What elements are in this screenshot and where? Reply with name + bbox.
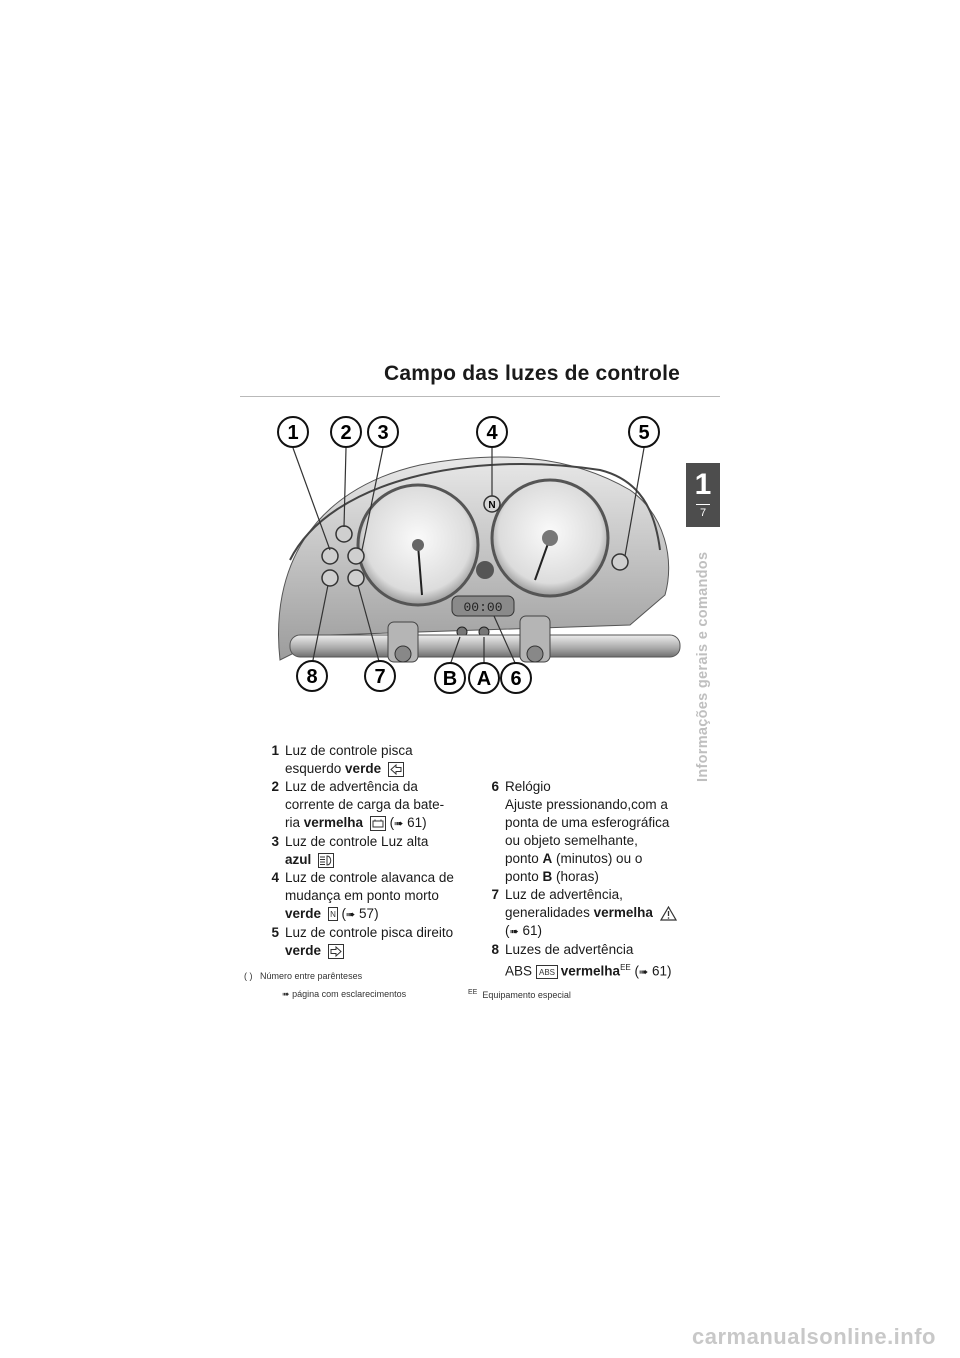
chapter-number: 1 [694,468,712,501]
svg-text:ABS: ABS [538,967,555,977]
callout-7: 7 [374,666,386,688]
chapter-divider [696,504,710,505]
side-section-label: Informações gerais e comandos [695,551,711,782]
handlebar [290,635,680,657]
callout-b: B [442,668,458,690]
legend-item-5: 5 Luz de controle pisca direito verde [271,925,454,958]
clock-digits: 00:00 [463,600,503,615]
callout-2: 2 [340,422,352,444]
warning-lamp [348,570,364,586]
title-divider [240,396,720,397]
footnote-paren: ( ) Número entre parênteses [244,971,363,981]
callout-a: A [476,668,492,690]
instrument-panel-figure [270,410,690,700]
left-turn-lamp [322,548,338,564]
abs-icon [536,965,558,979]
footnote-arrow: ➠ página com esclarecimentos [282,989,407,999]
page-title: Campo das luzes de controle [384,362,680,385]
battery-icon [370,816,386,831]
battery-lamp [336,526,352,542]
instrument-panel-illustration [270,410,690,700]
high-beam-lamp [348,548,364,564]
page-number: 7 [699,507,707,519]
callout-1: 1 [287,422,299,444]
watermark: carmanualsonline.info [692,1324,936,1349]
callout-4: 4 [486,422,498,444]
ignition [476,561,494,579]
legend-item-1: 1 Luz de controle pisca esquerdo verde [271,743,413,776]
legend-right-column [482,778,692,982]
right-turn-lamp [612,554,628,570]
legend-item-8: 8 Luzes de advertência ABS ABS vermelha$^{EE}$ (➠ 61) [491,942,672,979]
legend-left-column [262,742,477,960]
warning-triangle-icon [660,906,677,921]
legend-item-4: 4 Luz de controle alavanca de mudança em ponto morto verde N (➠ 57) [271,870,454,921]
legend-item-2: 2 Luz de advertência da corrente de carga da bate- ria vermelha (➠ 61) [271,779,445,830]
svg-text:N: N [329,910,336,920]
footnote-ee: $^{EE}$ Equipamento especial [468,989,571,1000]
svg-text:N: N [488,500,496,511]
callout-3: 3 [377,422,389,444]
neutral-icon [328,907,338,921]
arrow-right-icon [328,944,344,959]
callout-8: 8 [306,666,318,688]
legend-item-6: 6 Relógio Ajuste pressionando,com a ponta de uma esferográfica ou objeto semelhante, ponto A (minutos) ou o ponto B (horas) [491,779,670,884]
high-beam-icon [318,853,334,868]
legend-item-7: 7 Luz de advertência, generalidades vermelha (➠ 61) [482,886,692,941]
chapter-tab[interactable] [686,463,720,527]
arrow-left-icon [388,762,404,777]
legend-item-3: 3 Luz de controle Luz alta azul [271,834,429,867]
callout-6: 6 [510,668,522,690]
abs-lamp [322,570,338,586]
callout-5: 5 [638,422,650,444]
